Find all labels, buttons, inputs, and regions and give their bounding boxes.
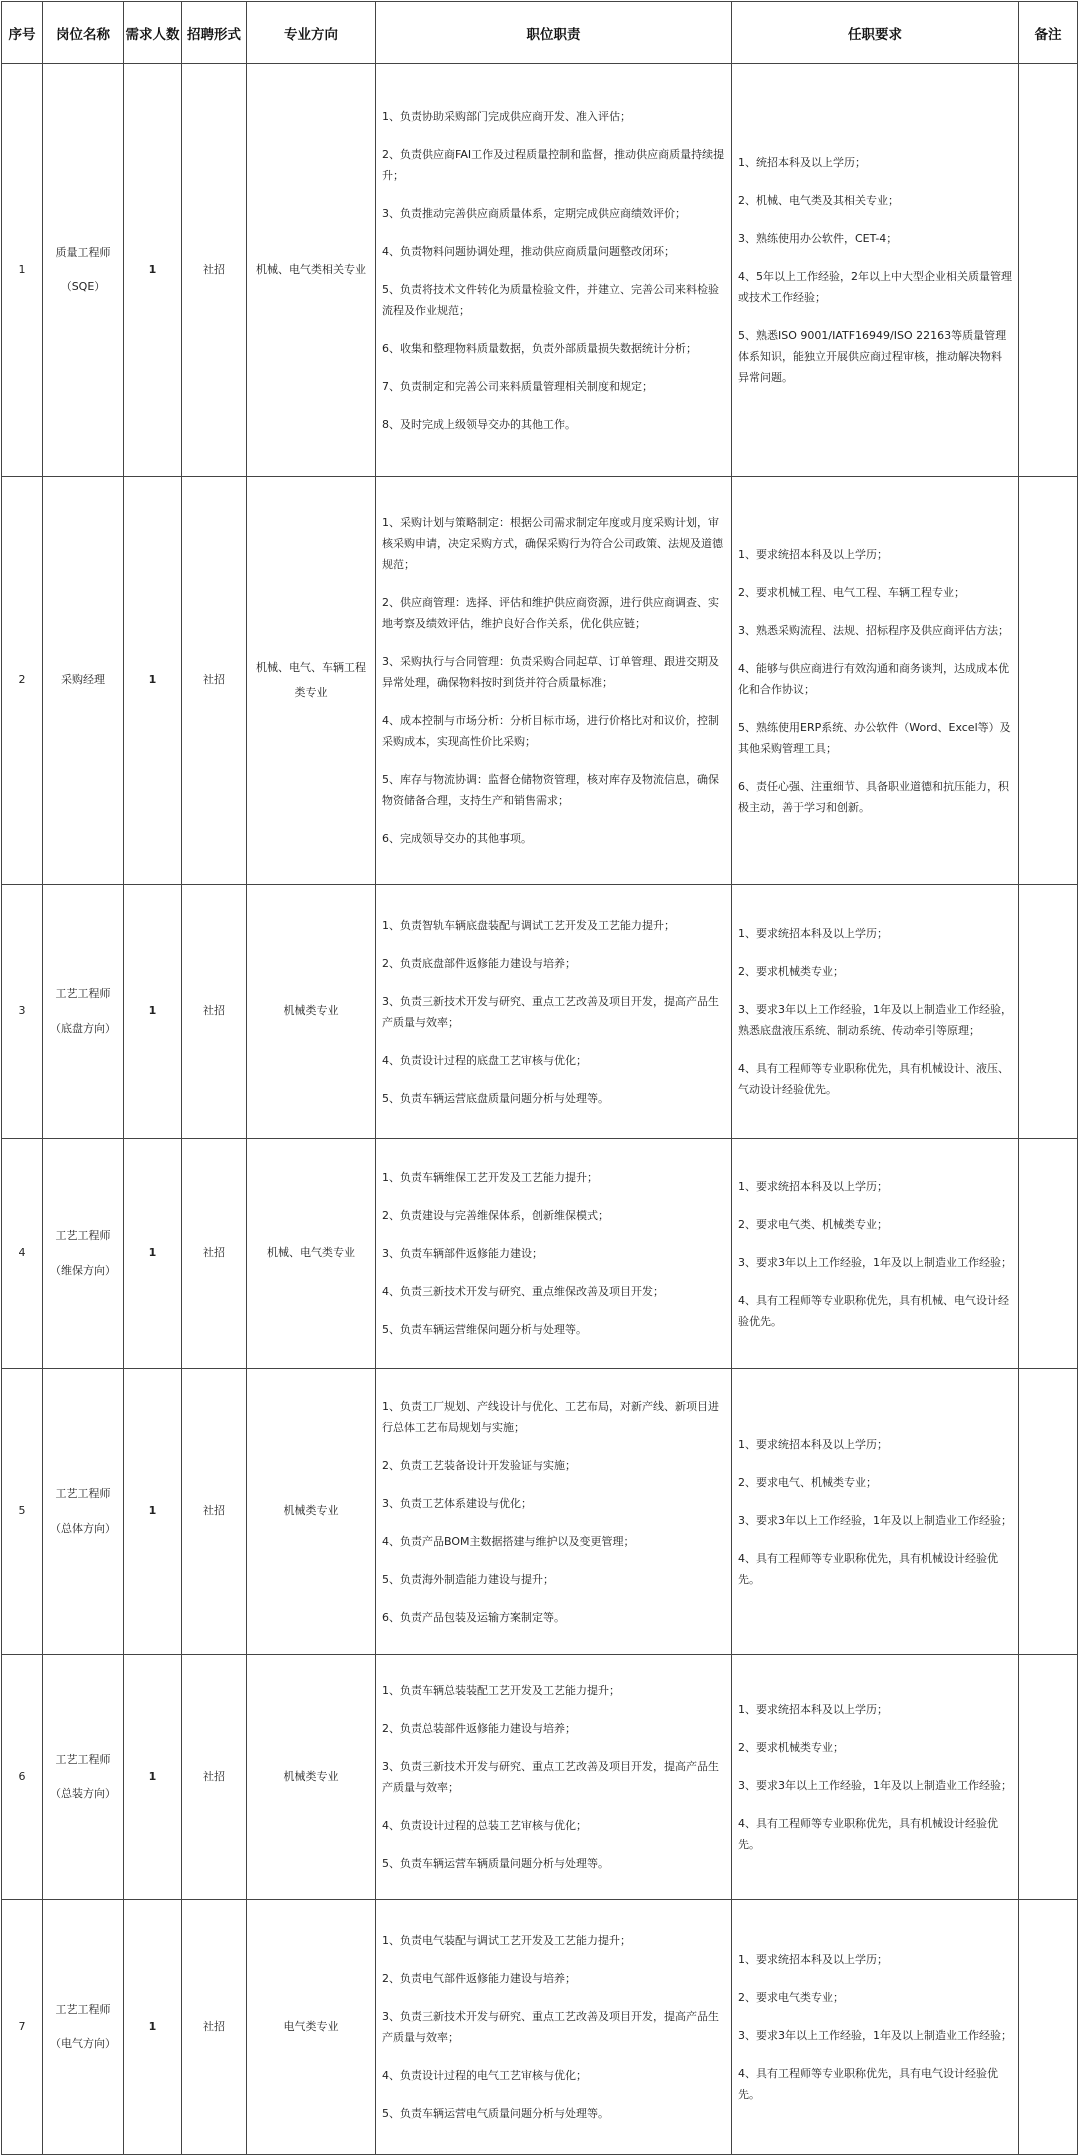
recruit-method: 社招 [182,64,247,477]
duties-cell [376,1900,732,2155]
duty-item: 4、负责三新技术开发与研究、重点维保改善及项目开发； [382,1285,664,1298]
position-title: 工艺工程师 [55,1752,111,1766]
requirement-item: 2、要求电气、机械类专业； [738,1475,877,1489]
requirements-cell [732,1655,1019,1900]
duty-item: 2、负责建设与完善维保体系，创新维保模式； [382,1209,609,1222]
requirement-item: 4、具有工程师等专业职称优先，具有机械设计经验优先。 [738,1551,998,1586]
requirement-item: 4、能够与供应商进行有效沟通和商务谈判，达成成本优化和合作协议； [738,661,1009,696]
duties-cell [376,885,732,1139]
table-row [2,1369,1078,1655]
major-direction: 电气类专业 [247,1900,376,2155]
duty-item: 7、负责制定和完善公司来料质量管理相关制度和规定； [382,379,653,393]
requirement-item: 2、要求电气类、机械类专业； [738,1217,888,1231]
duty-item: 2、负责底盘部件返修能力建设与培养； [382,956,576,970]
notes-cell [1019,64,1078,477]
requirement-item: 4、具有工程师等专业职称优先，具有机械设计、液压、气动设计经验优先。 [738,1062,1009,1096]
duty-item: 5、负责海外制造能力建设与提升； [382,1572,554,1586]
recruit-method: 社招 [182,1369,247,1655]
duties-cell [376,1655,732,1900]
duty-item: 2、负责总装部件返修能力建设与培养； [382,1722,576,1735]
requirement-item: 5、熟练使用ERP系统、办公软件（Word、Excel等）及其他采购管理工具； [738,720,1011,755]
requirement-item: 4、具有工程师等专业职称优先，具有机械、电气设计经验优先。 [738,1293,1009,1328]
headcount: 1 [124,64,182,477]
notes-cell [1019,1139,1078,1369]
duty-item: 5、负责车辆运营维保问题分析与处理等。 [382,1323,587,1336]
position-title: 采购经理 [61,673,105,687]
duty-item: 5、负责将技术文件转化为质量检验文件，并建立、完善公司来料检验流程及作业规范； [382,282,719,317]
duty-item: 2、负责工艺装备设计开发验证与实施； [382,1458,576,1472]
header-duties: 职位职责 [376,2,732,64]
header-index: 序号 [2,2,43,64]
requirement-item: 3、熟悉采购流程、法规、招标程序及供应商评估方法； [738,623,1009,637]
recruit-method: 社招 [182,1139,247,1369]
header-requirements: 任职要求 [732,2,1019,64]
duty-item: 3、负责三新技术开发与研究、重点工艺改善及项目开发，提高产品生产质量与效率； [382,2010,719,2044]
requirement-item: 3、要求3年以上工作经验，1年及以上制造业工作经验； [738,1779,1012,1792]
duty-item: 4、负责设计过程的底盘工艺审核与优化； [382,1053,587,1067]
duty-item: 1、负责车辆总装装配工艺开发及工艺能力提升； [382,1684,620,1697]
requirements-cell [732,1139,1019,1369]
major-direction: 机械、电气类专业 [247,1139,376,1369]
position-title: 工艺工程师 [55,1229,111,1243]
duties-cell [376,477,732,885]
header-position: 岗位名称 [43,2,124,64]
requirement-item: 1、要求统招本科及以上学历； [738,1179,888,1193]
position-cell [43,1139,124,1369]
position-cell [43,477,124,885]
notes-cell [1019,1655,1078,1900]
requirement-item: 3、要求3年以上工作经验，1年及以上制造业工作经验； [738,1513,1012,1527]
major-direction: 机械类专业 [247,1655,376,1900]
position-cell [43,64,124,477]
requirement-item: 2、机械、电气类及其相关专业； [738,194,899,207]
requirement-item: 1、要求统招本科及以上学历； [738,927,888,940]
duty-item: 1、采购计划与策略制定：根据公司需求制定年度或月度采购计划，审核采购申请，决定采购方式，确保采购行为符合公司政策、法规及道德规范； [382,516,723,571]
duty-item: 1、负责车辆维保工艺开发及工艺能力提升； [382,1171,598,1184]
notes-cell [1019,1900,1078,2155]
requirement-item: 2、要求机械类专业； [738,1741,844,1754]
table-row [2,477,1078,885]
duty-item: 2、负责电气部件返修能力建设与培养； [382,1972,576,1985]
requirements-cell [732,885,1019,1139]
header-count: 需求人数 [124,2,182,64]
row-index: 3 [2,885,43,1139]
position-subtitle: （总体方向） [50,1521,116,1535]
position-cell [43,1900,124,2155]
recruit-method: 社招 [182,1655,247,1900]
duty-item: 8、及时完成上级领导交办的其他工作。 [382,417,576,431]
job-requirements-table [1,1,1078,2155]
row-index: 4 [2,1139,43,1369]
duty-item: 1、负责电气装配与调试工艺开发及工艺能力提升； [382,1934,631,1947]
row-index: 7 [2,1900,43,2155]
duty-item: 2、供应商管理：选择、评估和维护供应商资源，进行供应商调查、实地考察及绩效评估，维护良好合作关系，优化供应链； [382,596,719,630]
position-cell [43,1655,124,1900]
requirement-item: 1、要求统招本科及以上学历； [738,547,888,561]
table-row [2,1655,1078,1900]
table-header-row [2,2,1078,64]
position-subtitle: （总装方向） [50,1787,116,1800]
requirement-item: 1、要求统招本科及以上学历； [738,1953,888,1966]
requirement-item: 1、要求统招本科及以上学历； [738,1437,888,1451]
duty-item: 4、负责设计过程的电气工艺审核与优化； [382,2069,587,2082]
duty-item: 1、负责智轨车辆底盘装配与调试工艺开发及工艺能力提升； [382,918,675,932]
duty-item: 1、负责协助采购部门完成供应商开发、准入评估； [382,109,631,123]
requirement-item: 3、要求3年以上工作经验，1年及以上制造业工作经验，熟悉底盘液压系统、制动系统、传动牵引等原理； [738,1003,1012,1037]
duty-item: 3、负责三新技术开发与研究、重点工艺改善及项目开发，提高产品生产质量与效率； [382,1760,719,1794]
duty-item: 6、收集和整理物料质量数据，负责外部质量损失数据统计分析； [382,341,697,355]
position-title: 工艺工程师 [55,1487,111,1501]
duties-cell [376,1369,732,1655]
requirement-item: 1、要求统招本科及以上学历； [738,1703,888,1716]
recruit-method: 社招 [182,1900,247,2155]
header-notes: 备注 [1019,2,1078,64]
headcount: 1 [124,477,182,885]
headcount: 1 [124,1655,182,1900]
notes-cell [1019,885,1078,1139]
requirement-item: 2、要求机械工程、电气工程、车辆工程专业； [738,585,965,599]
duty-item: 5、负责车辆运营电气质量问题分析与处理等。 [382,2107,609,2120]
requirement-item: 3、熟练使用办公软件，CET-4； [738,232,898,245]
duty-item: 2、负责供应商FAI工作及过程质量控制和监督，推动供应商质量持续提升； [382,147,725,182]
duties-cell [376,64,732,477]
requirements-cell [732,64,1019,477]
requirement-item: 5、熟悉ISO 9001/IATF16949/ISO 22163等质量管理体系知识，能独立开展供应商过程审核，推动解决物料异常问题。 [738,329,1007,384]
header-method: 招聘形式 [182,2,247,64]
position-subtitle: （维保方向） [50,1263,116,1277]
header-major: 专业方向 [247,2,376,64]
position-subtitle: （底盘方向） [50,1021,116,1035]
headcount: 1 [124,1900,182,2155]
requirement-item: 3、要求3年以上工作经验，1年及以上制造业工作经验； [738,2029,1012,2042]
position-title: 工艺工程师 [55,2002,111,2016]
duty-item: 3、负责车辆部件返修能力建设； [382,1247,543,1260]
duty-item: 3、负责工艺体系建设与优化； [382,1496,532,1510]
requirement-item: 4、具有工程师等专业职称优先，具有机械设计经验优先。 [738,1817,998,1851]
requirement-item: 3、要求3年以上工作经验，1年及以上制造业工作经验； [738,1255,1012,1269]
duty-item: 5、库存与物流协调：监督仓储物资管理，核对库存及物流信息，确保物资储备合理，支持生产和销售需求； [382,773,719,807]
requirements-cell [732,477,1019,885]
requirements-cell [732,1369,1019,1655]
duty-item: 1、负责工厂规划、产线设计与优化、工艺布局，对新产线、新项目进行总体工艺布局规划与实施； [382,1399,719,1434]
duty-item: 3、负责三新技术开发与研究、重点工艺改善及项目开发，提高产品生产质量与效率； [382,994,719,1029]
duties-cell [376,1139,732,1369]
row-index: 2 [2,477,43,885]
table-body [2,64,1078,2155]
notes-cell [1019,1369,1078,1655]
requirement-item: 4、5年以上工作经验，2年以上中大型企业相关质量管理或技术工作经验； [738,270,1012,304]
recruit-method: 社招 [182,477,247,885]
table-row [2,885,1078,1139]
row-index: 6 [2,1655,43,1900]
duty-item: 5、负责车辆运营底盘质量问题分析与处理等。 [382,1091,609,1105]
position-cell [43,1369,124,1655]
major-direction: 机械、电气、车辆工程类专业 [247,477,376,885]
requirement-item: 6、责任心强、注重细节、具备职业道德和抗压能力，积极主动，善于学习和创新。 [738,779,1009,814]
table-row [2,1900,1078,2155]
position-subtitle: （电气方向） [50,2037,116,2050]
table-row [2,64,1078,477]
requirement-item: 4、具有工程师等专业职称优先，具有电气设计经验优先。 [738,2067,998,2101]
major-direction: 机械类专业 [247,885,376,1139]
duty-item: 4、负责物料问题协调处理，推动供应商质量问题整改闭环； [382,244,675,258]
major-direction: 机械类专业 [247,1369,376,1655]
row-index: 1 [2,64,43,477]
requirement-item: 2、要求电气类专业； [738,1991,844,2004]
requirement-item: 2、要求机械类专业； [738,965,844,978]
row-index: 5 [2,1369,43,1655]
headcount: 1 [124,1139,182,1369]
recruit-method: 社招 [182,885,247,1139]
duty-item: 6、完成领导交办的其他事项。 [382,832,532,845]
duty-item: 3、采购执行与合同管理：负责采购合同起草、订单管理、跟进交期及异常处理，确保物料按时到货并符合质量标准； [382,655,719,689]
headcount: 1 [124,885,182,1139]
duty-item: 3、负责推动完善供应商质量体系，定期完成供应商绩效评价； [382,206,686,220]
position-subtitle: （SQE） [60,280,106,293]
notes-cell [1019,477,1078,885]
headcount: 1 [124,1369,182,1655]
position-cell [43,885,124,1139]
duty-item: 4、成本控制与市场分析：分析目标市场，进行价格比对和议价，控制采购成本，实现高性价比采购； [382,714,719,748]
major-direction: 机械、电气类相关专业 [247,64,376,477]
table-row [2,1139,1078,1369]
requirements-cell [732,1900,1019,2155]
duty-item: 6、负责产品包装及运输方案制定等。 [382,1610,565,1624]
duty-item: 5、负责车辆运营车辆质量问题分析与处理等。 [382,1857,609,1870]
position-title: 质量工程师 [55,245,111,259]
position-title: 工艺工程师 [55,987,111,1001]
requirement-item: 1、统招本科及以上学历； [738,156,866,169]
duty-item: 4、负责产品BOM主数据搭建与维护以及变更管理； [382,1534,635,1548]
duty-item: 4、负责设计过程的总装工艺审核与优化； [382,1819,587,1832]
